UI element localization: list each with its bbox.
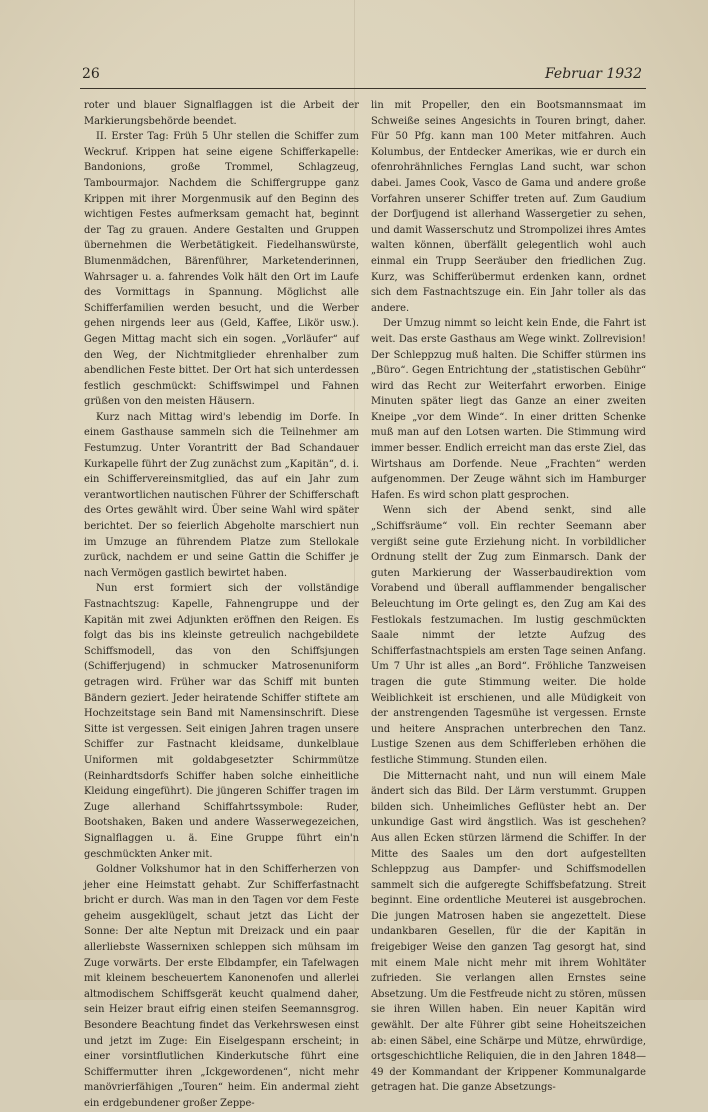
page-number: 26 [82,66,100,82]
right-text-column [371,98,646,1096]
left-text-column [84,98,359,1112]
paragraph: roter und blauer Signalflaggen ist die Arbeit der Markierungsbehörde beendet. [84,100,359,127]
paragraph: Kurz nach Mittag wird's lebendig im Dorfe. In einem Gasthause sammeln sich die Teilnehmer am Festumzug. Unter Vorantritt der Bad Schandauer Kurkapelle führt der Zug zunächst zum „Kapitän“, d. i. ein Schiffervereinsmitglied, das auf ein Jahr zum verantwortlichen nautischen Führer der Schifferschaft des Ortes gewählt wird. Über seine Wahl wird später berichtet. Der so feierlich Abgeholte marschiert nun im Umzuge an führendem Platze zum Stellokale zurück, nachdem er und seine Gattin die Schiffer je nach Vermögen gastlich bewirtet haben. [84,411,359,579]
paragraph: Nun erst formiert sich der vollständige Fastnachtszug: Kapelle, Fahnengruppe und der Kapitän mit zwei Adjunkten eröffnen den Reigen. Es folgt das bis ins kleinste getreulich nachgebildete Schiffsmodell, das von den Schiffsjungen (Schifferjugend) in schmucker Matrosenuniform getragen wird. Früher war das Schiff mit bunten Bändern geziert. Jeder heiratende Schiffer stiftete am Hochzeitstage sein Band mit Namensinschrift. Diese Sitte ist vergessen. Seit einigen Jahren tragen unsere Schiffer zur Fastnacht kleidsame, dunkelblaue Uniformen mit goldabgesetzter Schirmmütze (Reinhardtsdorfs Schiffer haben solche einheitliche Kleidung eingeführt). Die jüngeren Schiffer tragen im Zuge allerhand Schiffahrtssymbole: Ruder, Bootshaken, Baken und andere Wasserwegezeichen, Signalflaggen u. ä. Eine Gruppe führt ein'n geschmückten Anker mit. [84,583,359,860]
paragraph: II. Erster Tag: Früh 5 Uhr stellen die Schiffer zum Weckruf. Krippen hat seine eigene Schifferkapelle: Bandonions, große Trommel, Schlagzeug, Tambourmajor. Nachdem die Schiffergruppe ganz Krippen mit ihrer Morgenmusik auf den Beginn des wichtigen Festes aufmerksam gemacht hat, beginnt der Tag zu grauen. Andere Gestalten und Gruppen übernehmen die Werbetätigkeit. Fiedelhanswürste, Blumenmädchen, Bärenführer, Marketenderinnen, Wahrsager u. a. fahrendes Volk hält den Ort im Laufe des Vormittags in Spannung. Möglichst alle Schifferfamilien werden besucht, und die Werber gehen nirgends leer aus (Geld, Kaffee, Likör usw.). Gegen Mittag macht sich ein sogen. „Vorläufer“ auf den Weg, der Nichtmitglieder ehrenhalber zum abendlichen Feste bittet. Der Ort hat sich unterdessen festlich geschmückt: Schiffswimpel und Fahnen grüßen von den meisten Häusern. [84,131,359,408]
header-rule [80,88,646,89]
paragraph: Der Umzug nimmt so leicht kein Ende, die Fahrt ist weit. Das erste Gasthaus am Wege winkt. Zollrevision! Der Schleppzug muß halten. Die Schiffer stürmen ins „Büro“. Gegen Entrichtung der „statistischen Gebühr“ wird das Recht zur Weiterfahrt erworben. Einige Minuten später liegt das Ganze an einer zweiten Kneipe „vor dem Winde“. In einer dritten Schenke muß man auf den Lotsen warten. Die Stimmung wird immer besser. Endlich erreicht man das erste Ziel, das Wirtshaus am Dorfende. Neue „Frachten“ werden aufgenommen. Der Zeuge wähnt sich im Hamburger Hafen. Es wird schon platt gesprochen. [371,318,646,501]
paragraph: Goldner Volkshumor hat in den Schifferherzen von jeher eine Heimstatt gehabt. Zur Schifferfastnacht bricht er durch. Was man in den Tagen vor dem Feste geheim ausgeklügelt, schaut jetzt das Licht der Sonne: Der alte Neptun mit Dreizack und ein paar allerliebste Wassernixen schleppen sich mühsam im Zuge vorwärts. Der erste Elbdampfer, ein Tafelwagen mit kleinem bescheuertem Kanonenofen und allerlei altmodischem Schiffsgerät keucht qualmend daher, sein Heizer braut eifrig einen steifen Seemannsgrog. Besondere Beachtung findet das Verkehrswesen einst und jetzt im Zuge: Ein Eiselgespann erscheint; in einer vorsintflutlichen Kinderkutsche führt eine Schiffermutter ihren „Ickgewordenen“, nicht mehr manövrierfähigen „Touren“ heim. Ein andermal zieht ein erdgebundener großer Zeppe- [84,864,359,1109]
paragraph: lin mit Propeller, den ein Bootsmannsmaat im Schweiße seines Angesichts in Touren bringt, daher. Für 50 Pfg. kann man 100 Meter mitfahren. Auch Kolumbus, der Entdecker Amerikas, wie er durch ein ofenrohrähnliches Fernglas Land sucht, war schon dabei. James Cook, Vasco de Gama und andere große Vorfahren unserer Schiffer treten auf. Zum Gaudium der Dorfjugend ist allerhand Wassergetier zu sehen, und damit Wasserschutz und Strompolizei ihres Amtes walten können, überfällt gelegentlich wohl auch einmal ein Trupp Seeräuber den friedlichen Zug. Kurz, was Schifferübermut erdenken kann, ordnet sich dem Fastnachtszuge ein. Ein Jahr toller als das andere. [371,100,646,314]
issue-date: Februar 1932 [544,66,642,82]
paragraph: Wenn sich der Abend senkt, sind alle „Schiffsräume“ voll. Ein rechter Seemann aber vergißt seine gute Erziehung nicht. In vorbildlicher Ordnung stellt der Zug zum Einmarsch. Dank der guten Markierung der Wasserbaudirektion vom Vorabend und überall aufflammender bengalischer Beleuchtung im Orte gelingt es, den Zug am Kai des Festlokals festzumachen. Im lustig geschmückten Saale nimmt der letzte Aufzug des Schifferfastnachtspiels am ersten Tage seinen Anfang. Um 7 Uhr ist alles „an Bord“. Fröhliche Tanzweisen tragen die gute Stimmung weiter. Die holde Weiblichkeit ist erschienen, und alle Müdigkeit von der anstrengenden Tagesmühe ist vergessen. Ernste und heitere Ansprachen unterbrechen den Tanz. Lustige Szenen aus dem Schifferleben erhöhen die festliche Stimmung. Stunden eilen. [371,505,646,766]
paragraph: Die Mitternacht naht, und nun will einem Male ändert sich das Bild. Der Lärm verstummt. Gruppen bilden sich. Unheimliches Geflüster hebt an. Der unkundige Gast wird ängstlich. Was ist geschehen? Aus allen Ecken stürzen lärmend die Schiffer. In der Mitte des Saales um den dort aufgestellten Schleppzug aus Dampfer- und Schiffsmodellen sammelt sich die aufgeregte Schiffsbefatzung. Streit beginnt. Eine ordentliche Meuterei ist ausgebrochen. Die jungen Matrosen haben sie angezettelt. Diese undankbaren Gesellen, für die der Kapitän in freigebiger Weise den ganzen Tag gesorgt hat, sind mit einem Male nicht mehr mit ihrem Wohltäter zufrieden. Sie verlangen allen Ernstes seine Absetzung. Um die Festfreude nicht zu stören, müssen sie ihren Willen haben. Ein neuer Kapitän wird gewählt. Der alte Führer gibt seine Hoheitszeichen ab: einen Säbel, eine Schärpe und Mütze, ehrwürdige, ortsgeschichtliche Reliquien, die in den Jahren 1848—49 der Kommandant der Krippener Kommunalgarde getragen hat. Die ganze Absetzungs- [371,770,646,1094]
